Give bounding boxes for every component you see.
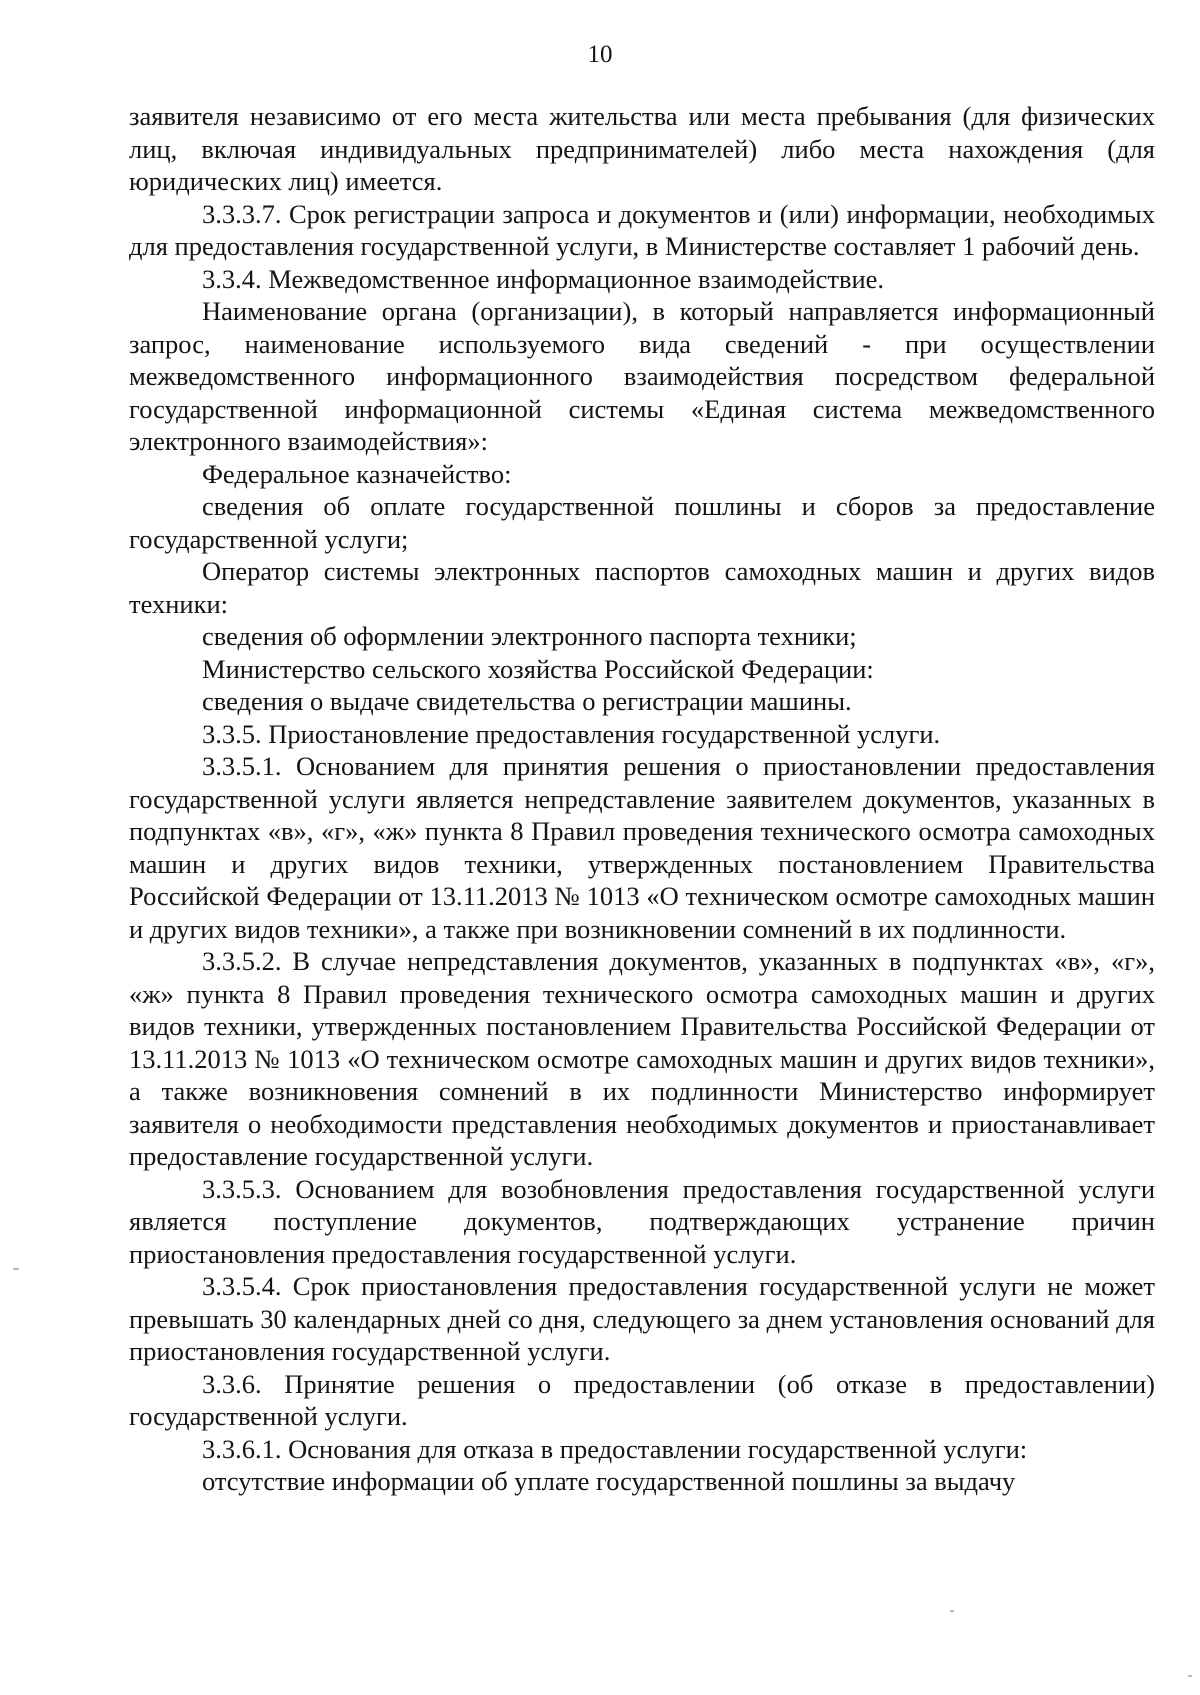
scan-artifact-mark <box>950 1610 954 1612</box>
paragraph-passport-system-operator: Оператор системы электронных паспортов самоходных машин и других видов техники: <box>129 556 1155 619</box>
paragraph-fee-payment-info: сведения об оплате государственной пошлины и сборов за предоставление государственной услуги; <box>129 491 1155 554</box>
paragraph-ministry-of-agriculture: Министерство сельского хозяйства Российской Федерации: <box>202 653 874 684</box>
paragraph-3-3-5-1: 3.3.5.1. Основанием для принятия решения о приостановлении предоставления государственной услуги является непредставление заявителем документов, указанных в подпунктах «в», «г», «ж» пункта 8 Правил проведения технического осмотра самоходных машин и других видов техники, утвержденных постановлением Правительства Российской Федерации от 13.11.2013 № 1013 «О техническом осмотре самоходных машин и других видов техники», а также при возникновении сомнений в их подлинности. <box>129 751 1155 944</box>
paragraph-federal-treasury: Федеральное казначейство: <box>202 458 512 489</box>
paragraph-3-3-6: 3.3.6. Принятие решения о предоставлении (об отказе в предоставлении) государственной услуги. <box>129 1368 1155 1431</box>
paragraph-3-3-5-3: 3.3.5.3. Основанием для возобновления предоставления государственной услуги является поступление документов, подтверждающих устранение причин приостановления предоставления государственной услуги. <box>129 1173 1155 1269</box>
scan-artifact-mark <box>13 1268 19 1270</box>
paragraph-3-3-6-1: 3.3.6.1. Основания для отказа в предоставлении государственной услуги: <box>202 1433 1028 1464</box>
paragraph-registration-certificate-info: сведения о выдаче свидетельства о регистрации машины. <box>202 686 852 716</box>
paragraph-3-3-5-heading: 3.3.5. Приостановление предоставления государственной услуги. <box>202 718 941 749</box>
paragraph-interagency-request: Наименование органа (организации), в который направляется информационный запрос, наименование используемого вида сведений - при осуществлении межведомственного информационного взаимодействия посредством федеральной государственной информационной системы «Единая система межведомственного электронного взаимодействия»: <box>129 296 1155 456</box>
document-body <box>129 100 1155 1498</box>
paragraph-passport-info: сведения об оформлении электронного паспорта техники; <box>202 621 857 651</box>
paragraph-3-3-4-heading: 3.3.4. Межведомственное информационное взаимодействие. <box>202 263 885 294</box>
paragraph-continuation: заявителя независимо от его места жительства или места пребывания (для физических лиц, включая индивидуальных предпринимателей) либо места нахождения (для юридических лиц) имеется. <box>129 101 1155 196</box>
scan-artifact-mark <box>1188 1675 1192 1677</box>
paragraph-3-3-3-7: 3.3.3.7. Срок регистрации запроса и документов и (или) информации, необходимых для предоставления государственной услуги, в Министерстве составляет 1 рабочий день. <box>129 198 1155 261</box>
paragraph-3-3-5-4: 3.3.5.4. Срок приостановления предоставления государственной услуги не может превышать 30 календарных дней со дня, следующего за днем установления оснований для приостановления государственной услуги. <box>129 1271 1155 1366</box>
paragraph-refusal-ground: отсутствие информации об уплате государственной пошлины за выдачу <box>202 1466 1016 1496</box>
paragraph-3-3-5-2: 3.3.5.2. В случае непредставления документов, указанных в подпунктах «в», «г», «ж» пункта 8 Правил проведения технического осмотра самоходных машин и других видов техники, утвержденных постановлением Правительства Российской Федерации от 13.11.2013 № 1013 «О техническом осмотре самоходных машин и других видов техники», а также возникновения сомнений в их подлинности Министерство информирует заявителя о необходимости представления необходимых документов и приостанавливает предоставление государственной услуги. <box>129 946 1155 1171</box>
page-number: 10 <box>587 41 613 68</box>
